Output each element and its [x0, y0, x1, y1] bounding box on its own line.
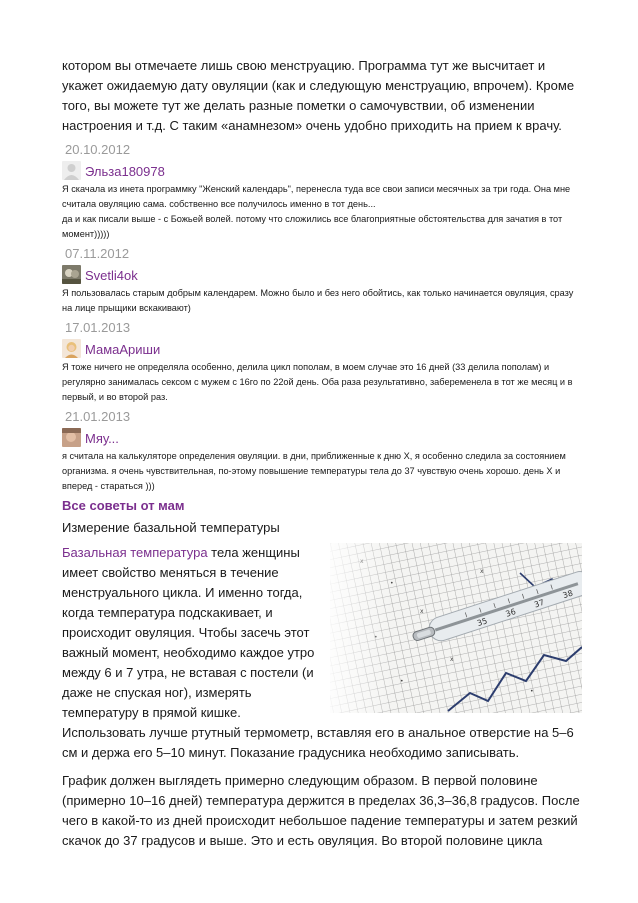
article-paragraph-text: тела женщины имеет свойство меняться в течение менструального цикла. И именно тогда, когда температура подскакивает, и происходит овуляция. Чтобы засечь этот важный момент, необходимо каждое утро между 6 и 7 утра, не вставая с постели (и даже не спуская ног), измерять температуру в прямой кишке. Использовать лучше ртутный термометр, вставляя его в анальное отверстие на 5–6 см и держа его 5–10 минут. Показание градусника необходимо записывать.: [62, 545, 574, 760]
comment-author-row: [62, 160, 582, 180]
section-title: Все советы от мам: [62, 498, 185, 513]
comment-text: я считала на калькуляторе определения овуляции. в дни, приближенные к дню Х, я особенно следила за состоянием организма. я очень чувствительная, по-этому повышение температуры тела до 37 чувствую очень хорошо. день Х и вперед - стараться ))): [62, 451, 566, 491]
comment-date: 21.01.2013: [65, 409, 131, 424]
article-paragraph: График должен выглядеть примерно следующим образом. В первой половине (примерно 10–16 дней) температура держится в пределах 36,3–36,8 градусов. После чего в какой-то из дней происходит небольшое падение температуры и затем резкий скачок до 37 градусов и выше. Это и есть овуляция. Во второй половине цикла: [62, 773, 580, 848]
comment: [62, 409, 582, 494]
comment-author-row: [62, 427, 582, 447]
thermometer-chart-image: [330, 543, 582, 713]
woman-photo-avatar: [62, 339, 81, 358]
photo-avatar: [62, 428, 81, 447]
comment-author-link[interactable]: Эльза180978: [85, 164, 165, 179]
comment: [62, 142, 582, 242]
comment: [62, 320, 582, 405]
comment-author-link[interactable]: МамаАриши: [85, 342, 161, 357]
section-subtitle: Измерение базальной температуры: [62, 520, 280, 535]
comment: [62, 246, 582, 316]
cat-photo-avatar: [62, 265, 81, 284]
comment-date: 07.11.2012: [65, 246, 130, 261]
basal-temperature-link[interactable]: Базальная температура: [62, 545, 208, 560]
article-page: [62, 56, 582, 851]
comment-text: Я скачала из инета программку "Женский календарь", перенесла туда все свои записи месячных за три года. Она мне считала овуляцию сама. собственно все получилось именно в тот день...: [62, 184, 571, 209]
thermometer-photo-icon: [330, 543, 582, 713]
comment-text: Я тоже ничего не определяла особенно, делила цикл пополам, в моем случае это 16 дней (33 делила пополам) и регулярно занималась сексом с мужем с 16го по 22ой день. Оба раза результативно, забеременела в тот же месяц и в первый, и во второй раз.: [62, 362, 573, 402]
article-body: [62, 543, 582, 851]
comment-author-row: [62, 264, 582, 284]
comment-author-link[interactable]: Мяу...: [85, 431, 119, 446]
comment-text-continued: да и как писали выше - с Божьей волей. потому что сложились все благоприятные обстоятельства для зачатия в тот момент))))): [62, 214, 563, 239]
comment-author-row: [62, 338, 582, 358]
default-avatar-icon: [62, 161, 81, 180]
comment-date: 17.01.2013: [65, 320, 131, 335]
comment-date: 20.10.2012: [65, 142, 131, 157]
comment-text: Я пользовалась старым добрым календарем. Можно было и без него обойтись, как только начинается овуляция, сразу на лице прыщики вскакивают): [62, 288, 574, 313]
intro-paragraph: котором вы отмечаете лишь свою менструацию. Программа тут же высчитает и укажет ожидаемую дату овуляции (как и следующую менструацию, впрочем). Кроме того, вы можете тут же делать разные пометки о самочувствии, об изменении настроения и т.д. С таким «анамнезом» очень удобно приходить на прием к врачу.: [62, 58, 575, 133]
comment-author-link[interactable]: Svetli4ok: [85, 268, 138, 283]
